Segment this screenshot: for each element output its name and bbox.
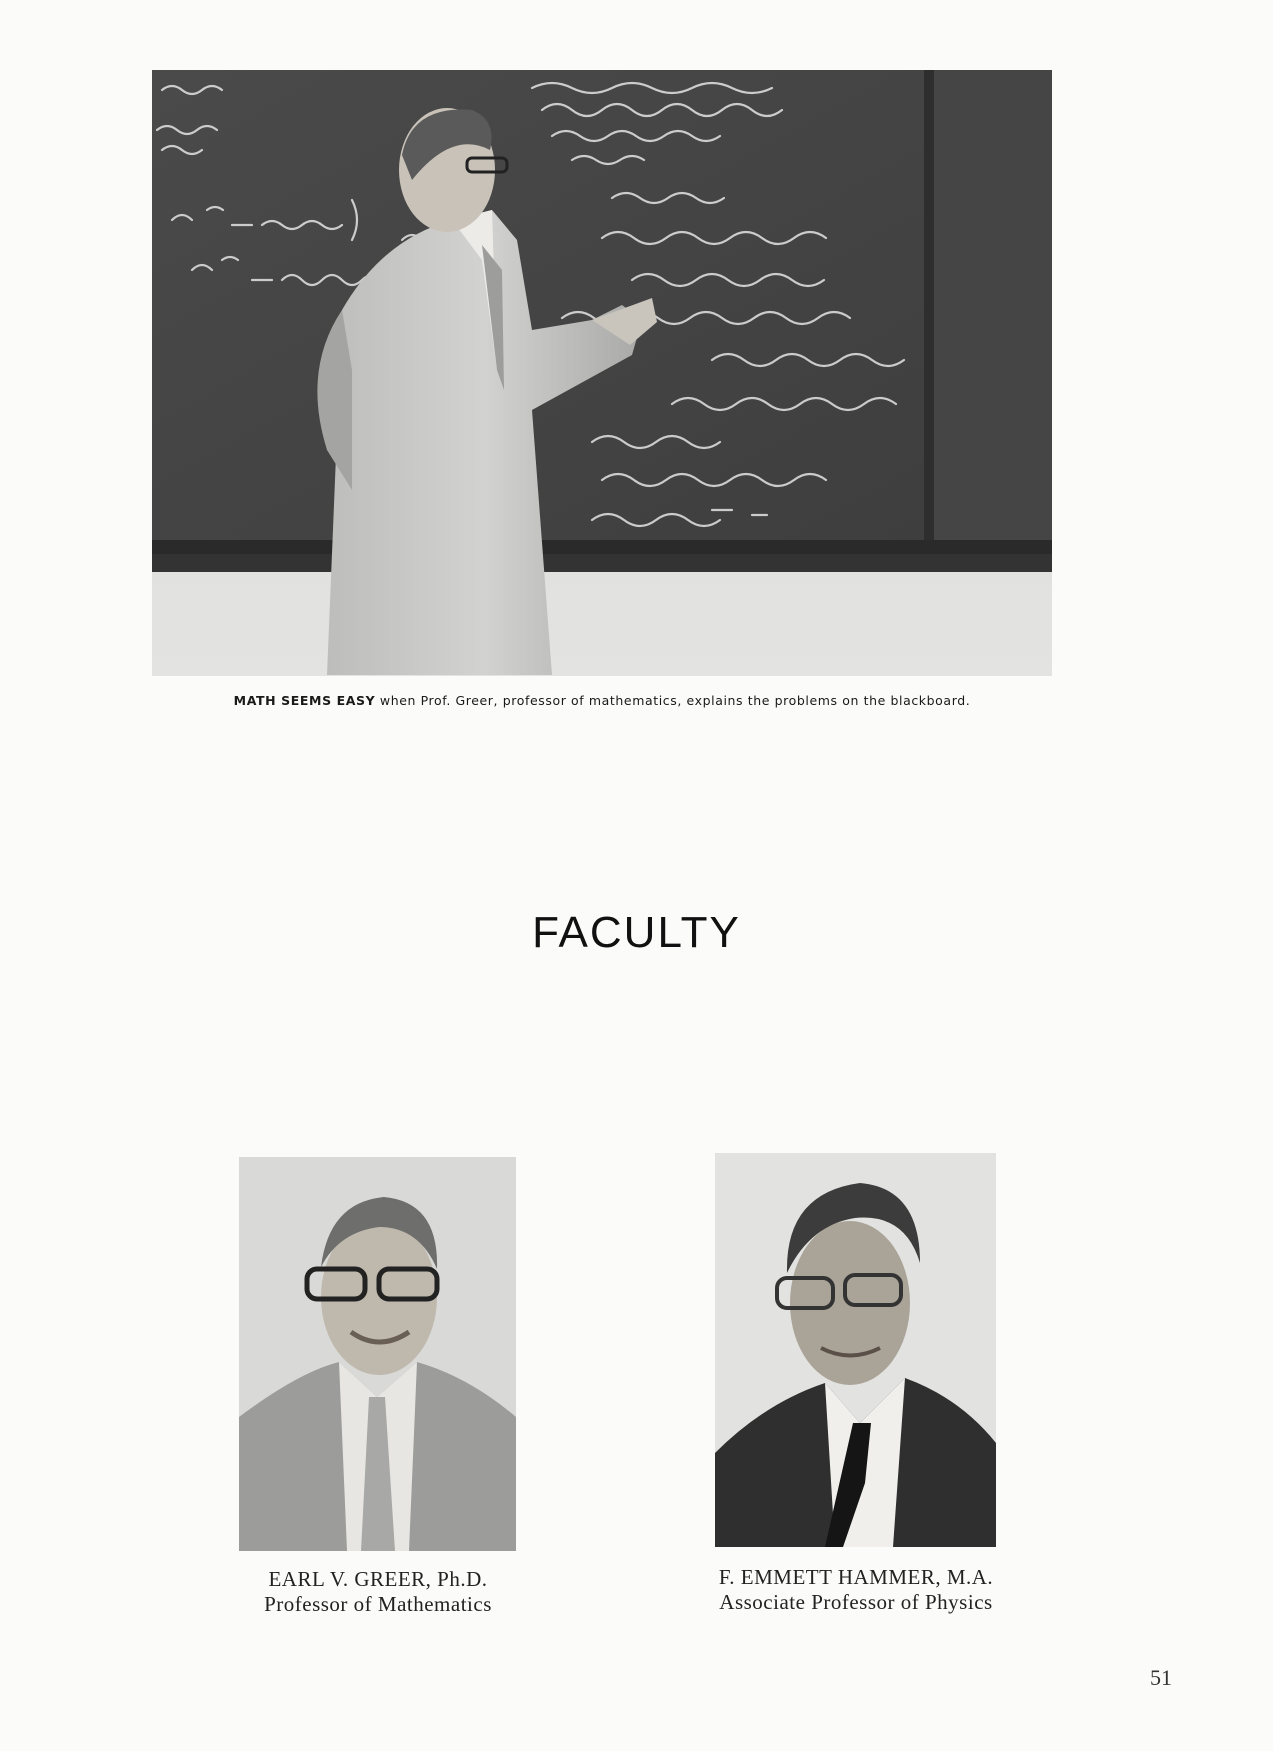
faculty-title: Professor of Mathematics (264, 1592, 492, 1616)
faculty-name: F. EMMETT HAMMER, M.A. (718, 1565, 994, 1589)
faculty-title: Associate Professor of Physics (719, 1590, 993, 1614)
faculty-name: EARL V. GREER, Ph.D. (268, 1567, 488, 1591)
faculty-member-hammer (680, 1565, 1032, 1615)
portrait-emmett-hammer (715, 1153, 996, 1547)
portrait-earl-greer (239, 1157, 516, 1551)
blackboard-photo-illustration (152, 70, 1052, 676)
caption-lead: MATH SEEMS EASY (233, 693, 376, 708)
section-title: FACULTY (532, 908, 741, 957)
portrait-greer-illustration (239, 1157, 516, 1551)
photo-caption (152, 693, 1052, 708)
portrait-hammer-illustration (715, 1153, 996, 1547)
caption-text: when Prof. Greer, professor of mathematics, explains the problems on the blackboard. (379, 693, 971, 708)
page-number: 51 (1150, 1665, 1172, 1690)
blackboard-photo (152, 70, 1052, 676)
faculty-member-greer (200, 1567, 556, 1617)
